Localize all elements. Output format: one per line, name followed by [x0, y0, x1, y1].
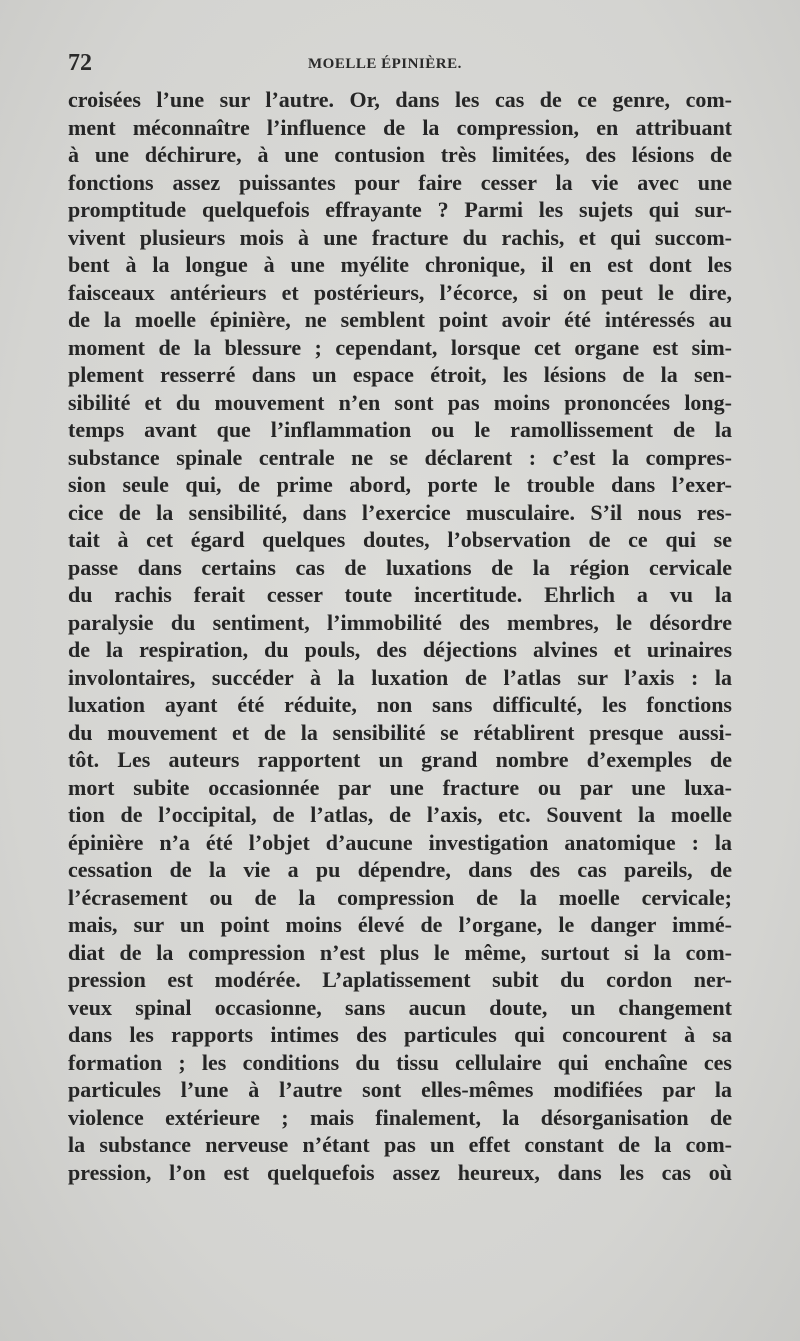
text-line: fonctions assez puissantes pour faire cesser la vie avec une: [68, 169, 732, 195]
text-line: bent à la longue à une myélite chronique, il en est dont les: [68, 252, 732, 277]
text-line: sibilité et du mouvement n’en sont pas moins prononcées long-: [68, 389, 732, 415]
text-line: ment méconnaître l’influence de la compression, en attribuant: [68, 114, 732, 140]
text-line: diat de la compression n’est plus le même, surtout si la com-: [68, 939, 732, 965]
text-line: pression est modérée. L’aplatissement subit du cordon ner-: [68, 967, 732, 992]
text-line: de la respiration, du pouls, des déjections alvines et urinaires: [68, 637, 732, 662]
text-line: particules l’une à l’autre sont elles-mêmes modifiées par la: [68, 1077, 732, 1102]
text-line: tôt. Les auteurs rapportent un grand nombre d’exemples de: [68, 747, 732, 772]
page-number: 72: [68, 50, 92, 76]
text-line: moment de la blessure ; cependant, lorsque cet organe est sim-: [68, 334, 732, 360]
text-line: pression, l’on est quelquefois assez heureux, dans les cas où: [68, 1159, 732, 1185]
text-line: formation ; les conditions du tissu cellulaire qui enchaîne ces: [68, 1049, 732, 1075]
text-line: tait à cet égard quelques doutes, l’observation de ce qui se: [68, 527, 732, 552]
text-line: mort subite occasionnée par une fracture ou par une luxa-: [68, 774, 732, 800]
text-line: du mouvement et de la sensibilité se rétablirent presque aussi-: [68, 719, 732, 745]
text-line: passe dans certains cas de luxations de la région cervicale: [68, 554, 732, 580]
text-line: vivent plusieurs mois à une fracture du rachis, et qui succom-: [68, 224, 732, 250]
text-line: luxation ayant été réduite, non sans difficulté, les fonctions: [68, 692, 732, 717]
text-line: veux spinal occasionne, sans aucun doute, un changement: [68, 994, 732, 1020]
text-line: promptitude quelquefois effrayante ? Parmi les sujets qui sur-: [68, 197, 732, 222]
text-line: sion seule qui, de prime abord, porte le trouble dans l’exer-: [68, 472, 732, 497]
running-head: MOELLE ÉPINIÈRE.: [308, 56, 462, 72]
text-line: du rachis ferait cesser toute incertitude. Ehrlich a vu la: [68, 582, 732, 607]
text-line: plement resserré dans un espace étroit, les lésions de la sen-: [68, 362, 732, 387]
text-line: temps avant que l’inflammation ou le ramollissement de la: [68, 417, 732, 442]
text-line: la substance nerveuse n’étant pas un effet constant de la com-: [68, 1132, 732, 1157]
text-line: paralysie du sentiment, l’immobilité des membres, le désordre: [68, 609, 732, 635]
text-line: dans les rapports intimes des particules qui concourent à sa: [68, 1022, 732, 1047]
page-header: [68, 50, 732, 80]
text-line: épinière n’a été l’objet d’aucune investigation anatomique : la: [68, 829, 732, 855]
text-line: tion de l’occipital, de l’atlas, de l’axis, etc. Souvent la moelle: [68, 802, 732, 827]
text-line: croisées l’une sur l’autre. Or, dans les cas de ce genre, com-: [68, 87, 732, 112]
text-line: à une déchirure, à une contusion très limitées, des lésions de: [68, 142, 732, 167]
text-line: violence extérieure ; mais finalement, la désorganisation de: [68, 1104, 732, 1130]
text-line: l’écrasement ou de la compression de la moelle cervicale;: [68, 884, 732, 910]
text-line: mais, sur un point moins élevé de l’organe, le danger immé-: [68, 912, 732, 937]
text-line: cessation de la vie a pu dépendre, dans des cas pareils, de: [68, 857, 732, 882]
text-line: involontaires, succéder à la luxation de l’atlas sur l’axis : la: [68, 664, 732, 690]
body-text: [68, 86, 732, 1186]
text-line: substance spinale centrale ne se déclarent : c’est la compres-: [68, 444, 732, 470]
text-line: faisceaux antérieurs et postérieurs, l’écorce, si on peut le dire,: [68, 279, 732, 305]
text-line: de la moelle épinière, ne semblent point avoir été intéressés au: [68, 307, 732, 332]
text-line: cice de la sensibilité, dans l’exercice musculaire. S’il nous res-: [68, 499, 732, 525]
